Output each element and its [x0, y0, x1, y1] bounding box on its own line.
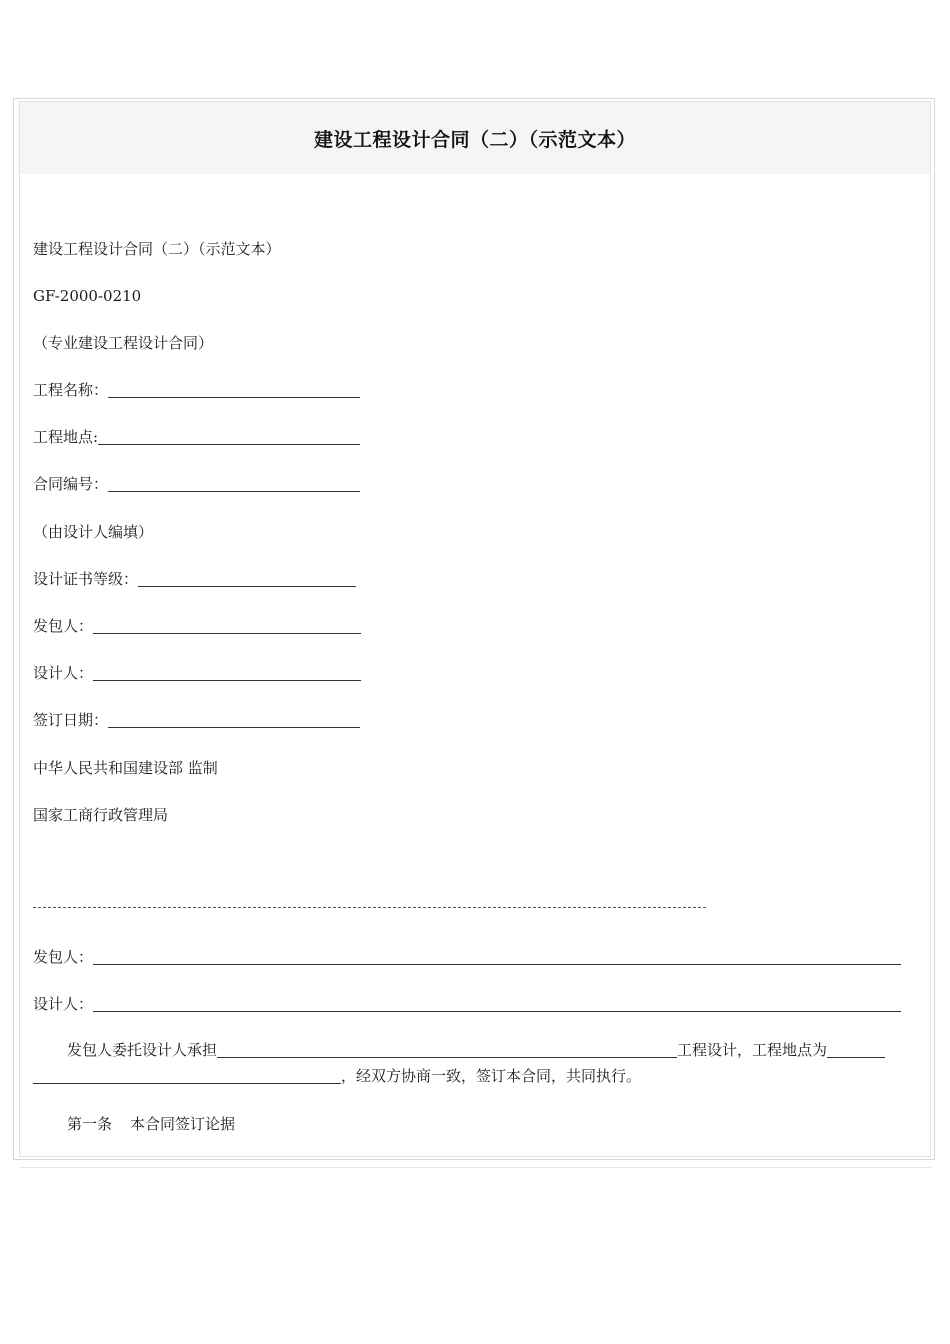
article-title: 本合同签订论据: [130, 1115, 236, 1133]
intro-text-1: 发包人委托设计人承担: [67, 1041, 218, 1059]
party-employer: [33, 947, 901, 967]
filled-by-note: （由设计人编填）: [33, 523, 154, 541]
title-bar: [20, 102, 930, 174]
document-code: GF-2000-0210: [33, 287, 142, 305]
field-designer: [33, 663, 361, 683]
party-employer-blank: [93, 950, 901, 965]
sign-date-blank: [108, 713, 360, 728]
article-number: 第一条: [67, 1115, 113, 1133]
field-label: 签订日期：: [33, 711, 109, 729]
location-blank-a: [827, 1041, 885, 1058]
page-title: 建设工程设计合同（二）（示范文本）: [313, 128, 636, 151]
certificate-grade-blank: [138, 572, 356, 587]
party-designer-blank: [93, 997, 901, 1012]
field-label: 发包人：: [33, 617, 94, 635]
field-employer: [33, 616, 361, 636]
party-label: 发包人：: [33, 948, 94, 966]
bureau-line: 国家工商行政管理局: [33, 806, 169, 824]
location-blank-b: [33, 1067, 341, 1084]
field-project-name: [33, 380, 360, 400]
document-subtitle: （专业建设工程设计合同）: [33, 334, 214, 352]
intro-paragraph: [33, 1037, 923, 1089]
field-label: 设计人：: [33, 664, 94, 682]
field-label: 设计证书等级：: [33, 570, 139, 588]
employer-blank: [93, 619, 361, 634]
intro-text-3: ，经双方协商一致，签订本合同，共同执行。: [341, 1067, 642, 1085]
project-blank: [217, 1041, 677, 1058]
party-label: 设计人：: [33, 995, 94, 1013]
document-title-line: 建设工程设计合同（二）（示范文本）: [33, 240, 281, 258]
party-designer: [33, 994, 901, 1014]
field-project-location: [33, 427, 360, 447]
supervisor-line: 中华人民共和国建设部 监制: [33, 759, 218, 777]
field-certificate-grade: [33, 569, 356, 589]
project-name-blank: [108, 383, 360, 398]
contract-number-blank: [108, 477, 360, 492]
field-label: 工程名称：: [33, 381, 109, 399]
article-one-heading: [67, 1114, 235, 1134]
document-panel: [19, 101, 931, 1157]
field-contract-number: [33, 474, 360, 494]
frame-bottom-divider: [19, 1167, 931, 1168]
project-location-blank: [98, 430, 360, 445]
field-label: 合同编号：: [33, 475, 109, 493]
section-separator: [33, 907, 706, 908]
designer-blank: [93, 666, 361, 681]
intro-text-2: 工程设计，工程地点为: [677, 1041, 828, 1059]
field-label: 工程地点:: [33, 428, 99, 446]
field-sign-date: [33, 710, 360, 730]
